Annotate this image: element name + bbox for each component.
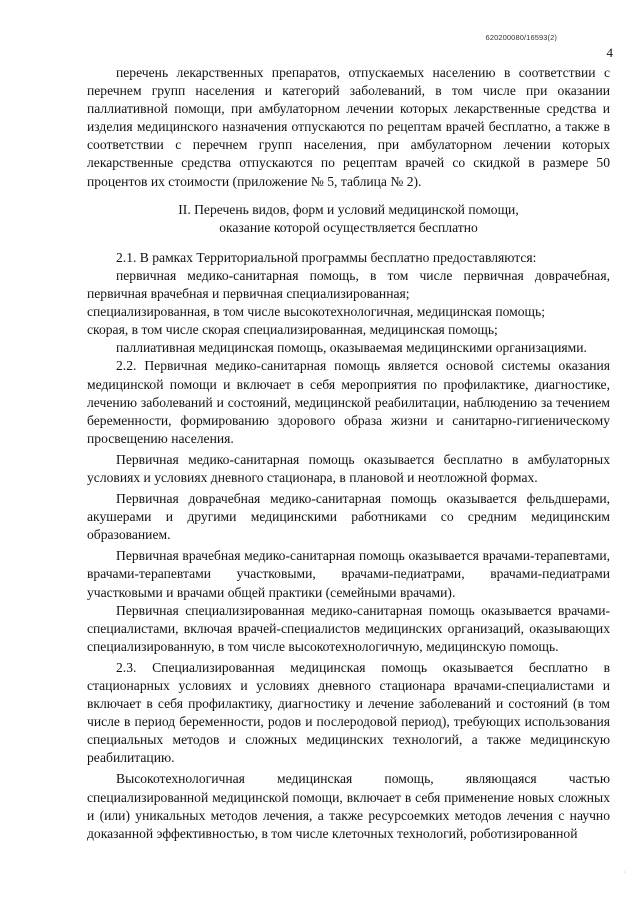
- document-id: 620200080/16593(2): [485, 33, 557, 42]
- paragraph-physician: Первичная врачебная медико-санитарная помощь оказывается врачами-терапевтами, врачами-терапевтами участковыми, врачами-педиатрами, врачами-педиатрами участковыми и врачами общей практики (семейными врачами).: [87, 548, 610, 600]
- document-body: [87, 64, 610, 843]
- paragraph-palliative: паллиативная медицинская помощь, оказываемая медицинскими организациями.: [116, 340, 587, 356]
- paragraph-2-3: 2.3. Специализированная медицинская помощь оказывается бесплатно в стационарных условиях и условиях дневного стационара врачами-специалистами и включает в себя профилактику, диагностику и лечение заболеваний и состояний (в том числе в период беременности, родов и послеродовой период), требующих использования специальных методов и сложных медицинских технологий, а также медицинскую реабилитацию.: [87, 659, 610, 766]
- paragraph-2-2: 2.2. Первичная медико-санитарная помощь является основой системы оказания медицинской помощи и включает в себя мероприятия по профилактике, диагностике, лечению заболеваний и состояний, медицинской реабилитации, наблюдению за течением беременности, формированию здорового образа жизни и санитарно-гигиеническому просвещению населения.: [87, 358, 610, 446]
- paragraph-primary-care: первичная медико-санитарная помощь, в том числе первичная доврачебная, первичная врачебная и первичная специализированная;: [87, 267, 610, 302]
- paragraph-prephysician: Первичная доврачебная медико-санитарная помощь оказывается фельдшерами, акушерами и другими медицинскими работниками со средним медицинским образованием.: [87, 491, 610, 543]
- scan-mark: ·: [623, 868, 626, 877]
- paragraph-2-1: 2.1. В рамках Территориальной программы бесплатно предоставляются:: [116, 249, 537, 265]
- intro-paragraph: перечень лекарственных препаратов, отпускаемых населению в соответствии с перечнем групп населения и категорий заболеваний, в том числе при оказании паллиативной помощи, при амбулаторном лечении которых лекарственные средства и изделия медицинского назначения отпускаются по рецептам врачей бесплатно, а также в соответствии с перечнем групп населения, при амбулаторном лечении которых лекарственные средства отпускаются по рецептам врачей со скидкой в размере 50 процентов их стоимости (приложение № 5, таблица № 2).: [87, 65, 610, 189]
- paragraph-high-tech: Высокотехнологичная медицинская помощь, являющаяся частью специализированной медицинской помощи, включает в себя применение новых сложных и (или) уникальных методов лечения, а также ресурсоемких методов лечения с научно доказанной эффективностью, в том числе клеточных технологий, роботизированной: [87, 771, 610, 841]
- paragraph-outpatient: Первичная медико-санитарная помощь оказывается бесплатно в амбулаторных условиях и условиях дневного стационара, в плановой и неотложной формах.: [87, 451, 610, 485]
- section-heading-line2: оказание которой осуществляется бесплатно: [219, 219, 478, 235]
- section-heading-line1: II. Перечень видов, форм и условий медицинской помощи,: [178, 201, 519, 217]
- page-number: 4: [606, 45, 613, 60]
- section-heading: [87, 201, 610, 237]
- paragraph-emergency: скорая, в том числе скорая специализированная, медицинская помощь;: [87, 322, 498, 338]
- paragraph-specialized: специализированная, в том числе высокотехнологичная, медицинская помощь;: [87, 304, 545, 320]
- paragraph-specialist: Первичная специализированная медико-санитарная помощь оказывается врачами-специалистами, включая врачей-специалистов медицинских организаций, оказывающих специализированную, в том числе высокотехнологичную, медицинскую помощь.: [87, 602, 610, 654]
